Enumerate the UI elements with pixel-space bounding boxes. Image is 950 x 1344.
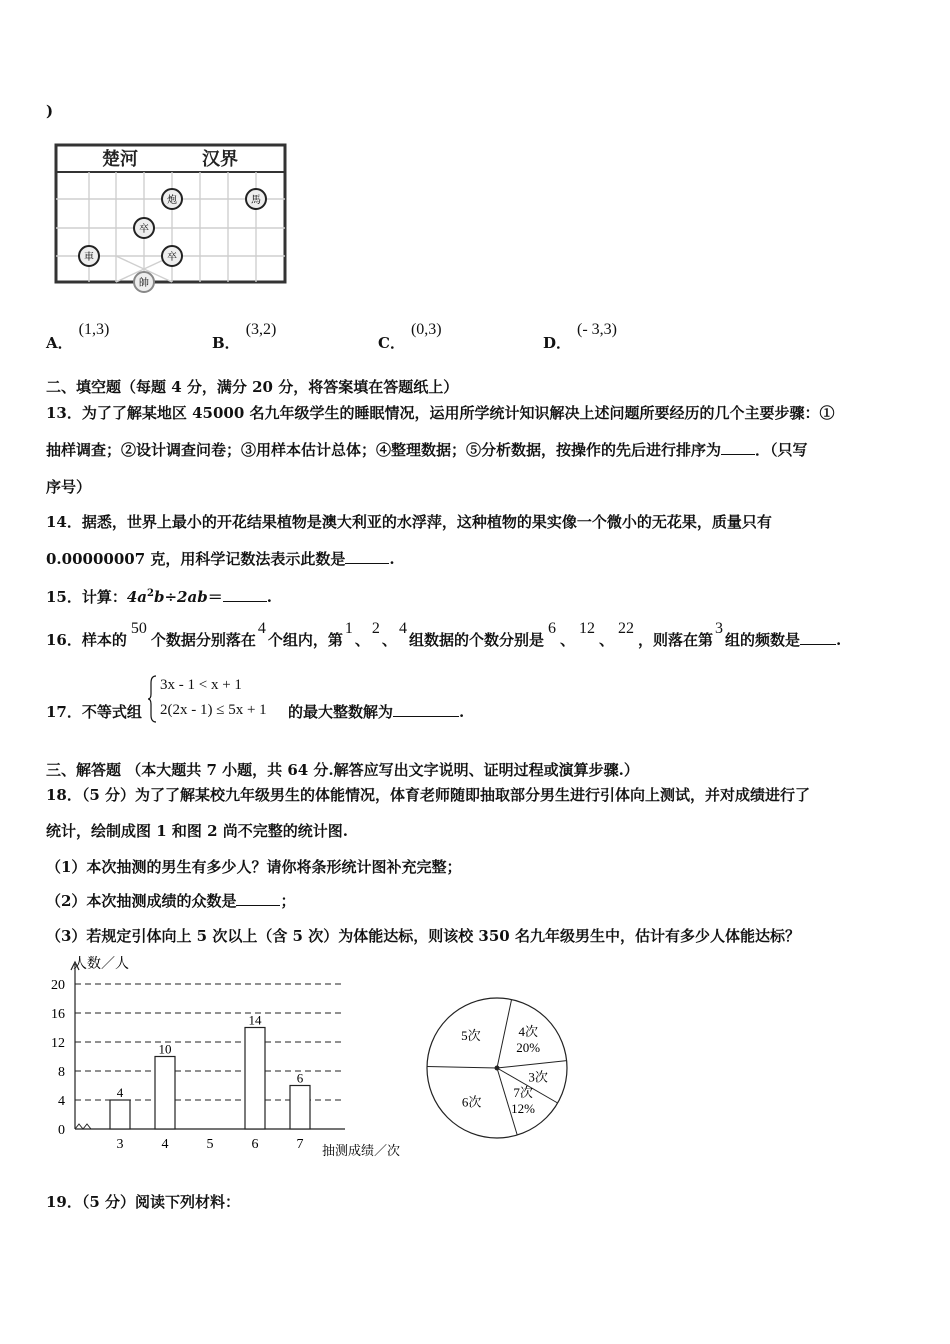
q14-line1: 14．据悉，世界上最小的开花结果植物是澳大利亚的水浮萍，这种植物的果实像一个微小的无花果，质量只有 — [46, 513, 772, 531]
bar — [155, 1057, 175, 1130]
svg-text:帥: 帥 — [139, 278, 149, 289]
pie-percent-label: 12% — [511, 1100, 536, 1116]
pie-label: 6次 — [461, 1094, 482, 1110]
axis-break-icon — [75, 1124, 91, 1129]
answer-blank — [393, 702, 459, 717]
chess-piece — [79, 246, 99, 266]
q18-line2: 统计，绘制成图 1 和图 2 尚不完整的统计图. — [46, 822, 348, 840]
x-tick-label: 7 — [296, 1137, 304, 1152]
section-2-heading: 二、填空题（每题 4 分，满分 20 分，将答案填在答题纸上） — [46, 378, 459, 396]
option-b-value: (3,2) — [245, 321, 277, 338]
y-tick-label: 8 — [58, 1065, 65, 1080]
q18-sub3: （3）若规定引体向上 5 次以上（含 5 次）为体能达标，则该校 350 名九年级男生中，估计有多少人体能达标？ — [46, 927, 800, 945]
q18-line1: 18．（5 分）为了了解某校九年级男生的体能情况，体育老师随即抽取部分男生进行引体向上测试，并对成绩进行了 — [46, 786, 811, 804]
bar — [110, 1100, 130, 1129]
chess-piece — [246, 189, 266, 209]
brace-icon — [148, 675, 158, 723]
x-tick-label: 4 — [161, 1137, 169, 1152]
q15: 15．计算：$4a^2b\div 2ab=$ . — [46, 588, 272, 606]
chess-piece — [162, 246, 182, 266]
pie-label: 7次 — [513, 1084, 533, 1100]
board-title-left: 楚河 — [102, 149, 138, 169]
option-a-value: (1,3) — [78, 321, 110, 338]
line-fragment: ) — [46, 102, 54, 120]
inequality-system — [148, 675, 158, 727]
svg-text:卒: 卒 — [167, 252, 177, 263]
x-tick-label: 5 — [206, 1137, 214, 1152]
bar-chart — [40, 952, 420, 1166]
inequality-1: 3x - 1 < x + 1 — [160, 677, 242, 693]
pie-label: 4次 — [518, 1023, 538, 1039]
answer-blank — [223, 587, 267, 602]
y-tick-label: 0 — [58, 1123, 65, 1138]
q18-sub1: （1）本次抽测的男生有多少人？请你将条形统计图补充完整； — [46, 858, 462, 876]
q13-line1: 13．为了了解某地区 45000 名九年级学生的睡眠情况，运用所学统计知识解决上述问题所要经历的几个主要步骤：① — [46, 404, 835, 422]
q14-line2: 0.00000007 克，用科学记数法表示此数是 . — [46, 550, 395, 568]
option-a: A．(1,3) — [46, 321, 110, 352]
option-c: C．(0,3) — [378, 321, 442, 352]
bar — [245, 1028, 265, 1130]
svg-text:馬: 馬 — [251, 195, 261, 206]
svg-text:炮: 炮 — [167, 195, 177, 206]
answer-blank — [800, 630, 836, 645]
q13-line3: 序号） — [46, 478, 92, 496]
bar-chart-svg — [40, 952, 420, 1162]
chess-board-svg — [54, 143, 290, 293]
inequality-2: 2(2x - 1) ≤ 5x + 1 — [160, 702, 267, 718]
pie-percent-label: 20% — [516, 1039, 541, 1055]
y-axis-label: 人数／人 — [73, 957, 129, 972]
option-d-value: (- 3,3) — [577, 321, 617, 338]
option-b: B．(3,2) — [212, 321, 277, 352]
bar — [290, 1086, 310, 1130]
q13-line2: 抽样调查；②设计调查问卷；③用样本估计总体；④整理数据；⑤分析数据，按操作的先后进行排序为 ．（只写 — [46, 441, 808, 459]
x-axis-label: 抽测成绩／次 — [322, 1143, 401, 1158]
q17-suffix: 的最大整数解为 . — [288, 703, 465, 721]
y-tick-label: 20 — [51, 978, 65, 993]
option-c-value: (0,3) — [410, 321, 442, 338]
svg-text:卒: 卒 — [139, 224, 149, 235]
bar-data-label: 14 — [248, 1012, 262, 1028]
q16: 16．样本的50个数据分别落在4个组内，第1、2、4组数据的个数分别是6、12、22，则落在第3组的频数是 . — [46, 620, 842, 649]
pie-chart-svg — [420, 988, 580, 1148]
answer-blank — [721, 440, 755, 455]
board-title-right: 汉界 — [202, 149, 238, 169]
svg-text:車: 車 — [84, 252, 94, 263]
bar-data-label: 10 — [158, 1041, 172, 1057]
y-tick-label: 12 — [51, 1036, 65, 1051]
pie-chart — [420, 988, 580, 1152]
answer-blank — [345, 549, 389, 564]
bar-data-label: 6 — [296, 1070, 304, 1086]
bar-data-label: 4 — [116, 1085, 124, 1100]
chess-piece — [134, 218, 154, 238]
pie-center — [495, 1066, 500, 1071]
x-tick-label: 6 — [251, 1137, 259, 1152]
answer-blank — [236, 891, 280, 906]
option-d: D．(- 3,3) — [543, 321, 617, 352]
chess-piece — [134, 272, 154, 292]
q18-sub2: （2）本次抽测成绩的众数是 ； — [46, 892, 296, 910]
pie-label: 3次 — [528, 1069, 548, 1085]
y-tick-label: 4 — [58, 1094, 65, 1109]
q19: 19．（5 分）阅读下列材料： — [46, 1193, 241, 1211]
chess-board-figure — [54, 143, 290, 297]
pie-label: 5次 — [461, 1028, 481, 1044]
chess-piece — [162, 189, 182, 209]
section-3-heading: 三、解答题 （本大题共 7 小题，共 64 分.解答应写出文字说明、证明过程或演算步骤.） — [46, 761, 639, 779]
y-tick-label: 16 — [51, 1007, 65, 1022]
x-tick-label: 3 — [116, 1137, 124, 1152]
q17-prefix: 17．不等式组 — [46, 703, 142, 721]
